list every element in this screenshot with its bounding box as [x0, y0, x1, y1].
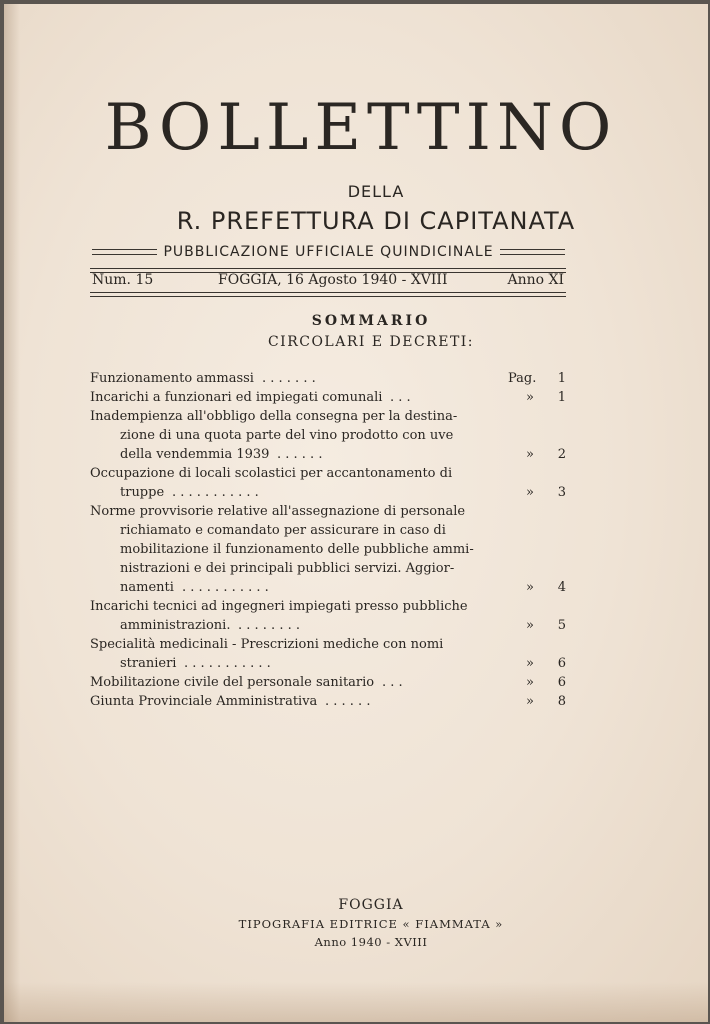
toc-line — [90, 559, 568, 578]
masthead-publisher: R. PREFETTURA DI CAPITANATA — [176, 207, 576, 235]
page-stain — [4, 982, 708, 1022]
toc-line-text: Specialità medicinali - Prescrizioni mediche con nomi — [90, 637, 444, 652]
toc-page-number: 3 — [557, 485, 566, 500]
toc-entry — [90, 597, 568, 635]
footer-year: Anno 1940 - XVIII — [314, 935, 428, 949]
toc-leader-dots: . . . . . . . . . . . — [172, 485, 259, 500]
toc-line-text: truppe — [120, 485, 165, 500]
toc-page-ref — [498, 445, 568, 464]
toc-line — [90, 673, 568, 692]
toc-entry — [90, 388, 568, 407]
toc-line — [90, 407, 568, 426]
masthead-subtitle: PUBBLICAZIONE UFFICIALE QUINDICINALE — [163, 244, 494, 260]
toc-leader-dots: . . . — [390, 390, 411, 405]
toc-line — [90, 445, 568, 464]
toc-page-ref — [498, 578, 568, 597]
toc-line — [90, 426, 568, 445]
toc-entry — [90, 502, 568, 597]
toc-page-mark: » — [526, 390, 534, 405]
toc-page-number: 6 — [557, 656, 566, 671]
toc-line-text: namenti — [120, 580, 174, 595]
toc-line — [90, 502, 568, 521]
toc-page-number: 8 — [557, 694, 566, 709]
toc-page-mark: » — [526, 694, 534, 709]
double-rule-right — [500, 249, 565, 255]
toc-line-text: Inadempienza all'obbligo della consegna per la destina- — [90, 409, 458, 424]
toc-page-ref — [498, 388, 568, 407]
toc-entry — [90, 635, 568, 673]
toc-line — [90, 692, 568, 711]
toc-line-text: Occupazione di locali scolastici per accantonamento di — [90, 466, 453, 481]
toc-page-mark: » — [526, 580, 534, 595]
toc-entry — [90, 369, 568, 388]
toc-line-text: Norme provvisorie relative all'assegnazione di personale — [90, 504, 466, 519]
masthead-title: BOLLETTINO — [104, 91, 618, 165]
toc-page-ref — [498, 673, 568, 692]
issue-number: Num. 15 — [92, 272, 154, 288]
toc-leader-dots: . . . . . . — [277, 447, 323, 462]
toc-line — [90, 483, 568, 502]
issue-place-date: FOGGIA, 16 Agosto 1940 - XVIII — [218, 272, 448, 288]
toc-page-mark: » — [526, 447, 534, 462]
toc-line-text: Incarichi a funzionari ed impiegati comunali — [90, 390, 383, 405]
toc-leader-dots: . . . . . . — [325, 694, 371, 709]
toc-leader-dots: . . . — [382, 675, 403, 690]
toc-line-text: richiamato e comandato per assicurare in caso di — [120, 523, 446, 538]
toc-line — [90, 369, 568, 388]
issue-year: Anno XI — [507, 272, 564, 288]
toc-page-ref — [498, 483, 568, 502]
summary-section: CIRCOLARI E DECRETI: — [267, 334, 475, 350]
toc-line — [90, 521, 568, 540]
toc-entry — [90, 673, 568, 692]
toc-page-number: 1 — [557, 390, 566, 405]
toc-entry — [90, 692, 568, 711]
toc-line — [90, 540, 568, 559]
toc-leader-dots: . . . . . . . — [262, 371, 316, 386]
footer-printer: TIPOGRAFIA EDITRICE « FIAMMATA » — [238, 917, 504, 931]
summary-heading: SOMMARIO — [311, 313, 431, 329]
footer-city: FOGGIA — [338, 897, 404, 913]
toc-line — [90, 654, 568, 673]
toc-entry — [90, 464, 568, 502]
toc-line-text: mobilitazione il funzionamento delle pubbliche ammi- — [120, 542, 474, 557]
toc-line — [90, 635, 568, 654]
toc-line — [90, 597, 568, 616]
toc-leader-dots: . . . . . . . . . . . — [182, 580, 269, 595]
issue-rule-bottom — [90, 292, 566, 297]
toc-page-ref — [498, 369, 568, 388]
table-of-contents — [90, 369, 568, 711]
toc-line — [90, 388, 568, 407]
toc-page-ref — [498, 616, 568, 635]
toc-page-ref — [498, 654, 568, 673]
toc-page-number: 5 — [557, 618, 566, 633]
toc-line-text: Funzionamento ammassi — [90, 371, 254, 386]
toc-page-mark: » — [526, 485, 534, 500]
toc-page-number: 1 — [557, 371, 566, 386]
masthead-della: DELLA — [347, 182, 405, 201]
issue-info-row — [92, 272, 564, 292]
toc-leader-dots: . . . . . . . . . . . — [184, 656, 271, 671]
masthead-subtitle-row — [92, 242, 565, 262]
toc-page-number: 4 — [557, 580, 566, 595]
toc-line — [90, 616, 568, 635]
double-rule-left — [92, 249, 157, 255]
toc-page-mark: » — [526, 618, 534, 633]
toc-leader-dots: . . . . . . . . — [238, 618, 300, 633]
toc-line — [90, 578, 568, 597]
toc-page-ref — [498, 692, 568, 711]
toc-line — [90, 464, 568, 483]
toc-line-text: amministrazioni. — [120, 618, 231, 633]
toc-page-mark: Pag. — [508, 371, 537, 386]
toc-page-mark: » — [526, 656, 534, 671]
toc-line-text: Incarichi tecnici ad ingegneri impiegati presso pubbliche — [90, 599, 468, 614]
toc-line-text: zione di una quota parte del vino prodotto con uve — [120, 428, 454, 443]
toc-page-mark: » — [526, 675, 534, 690]
toc-entry — [90, 407, 568, 464]
toc-line-text: stranieri — [120, 656, 177, 671]
toc-page-number: 6 — [557, 675, 566, 690]
toc-line-text: Giunta Provinciale Amministrativa — [90, 694, 318, 709]
toc-page-number: 2 — [557, 447, 566, 462]
toc-line-text: nistrazioni e dei principali pubblici servizi. Aggior- — [120, 561, 455, 576]
toc-line-text: della vendemmia 1939 — [120, 447, 270, 462]
document-page — [4, 4, 708, 1022]
toc-line-text: Mobilitazione civile del personale sanitario — [90, 675, 375, 690]
